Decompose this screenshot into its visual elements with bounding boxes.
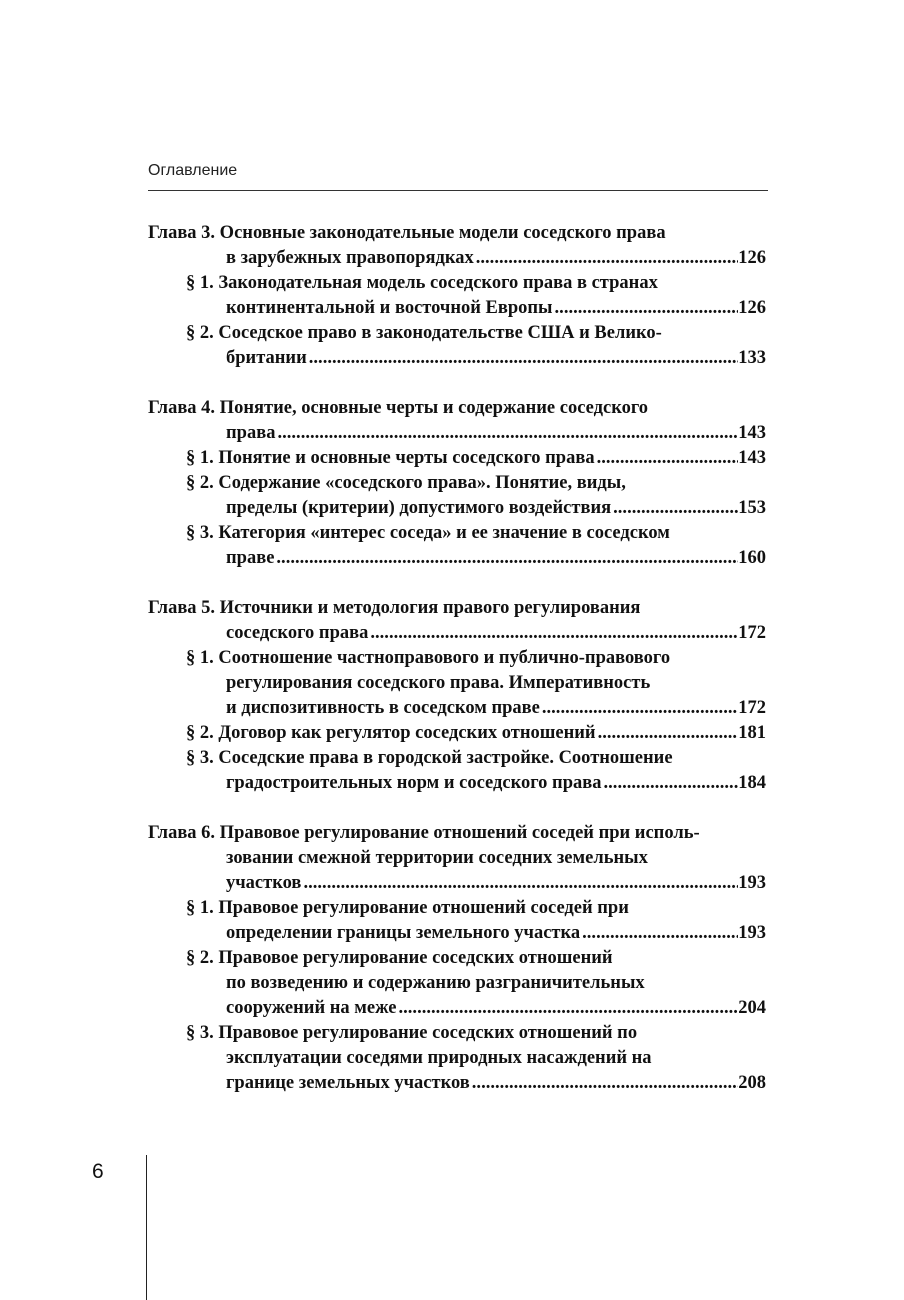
section-title-last: [148, 771, 766, 796]
chapter-title: Глава 6. Правовое регулирование отношений соседей при исполь-: [148, 823, 700, 843]
section-page-number: 184: [738, 773, 766, 793]
section-page-number: 143: [738, 448, 766, 468]
toc-chapter-6: [148, 821, 766, 1096]
dot-leader: [595, 446, 739, 471]
section-title: § 2. Соседское право в законодательстве США и Велико-: [186, 323, 662, 343]
section-title-text: сооружений на меже: [226, 998, 397, 1018]
section-title-text: пределы (критерии) допустимого воздействия: [226, 498, 612, 518]
toc-section: [148, 946, 766, 1021]
chapter-title-text: права: [226, 423, 276, 443]
section-title-last: [148, 996, 766, 1021]
toc-section: [148, 271, 766, 321]
section-page-number: 181: [738, 723, 766, 743]
section-page-number: 208: [738, 1073, 766, 1093]
toc-chapter-4: [148, 396, 766, 571]
section-page-number: 160: [738, 548, 766, 568]
section-page-number: 172: [738, 698, 766, 718]
section-title-last: [148, 346, 766, 371]
section-title: регулирования соседского права. Императивность: [226, 673, 651, 693]
toc-section: [148, 721, 766, 746]
chapter-title-text: участков: [226, 873, 302, 893]
dot-leader: [611, 496, 738, 521]
section-title-last: [148, 296, 766, 321]
toc-section: [148, 896, 766, 946]
section-title-text: праве: [226, 548, 275, 568]
section-title-text: и диспозитивность в соседском праве: [226, 698, 540, 718]
header-rule: [148, 190, 768, 191]
running-title: Оглавление: [148, 162, 238, 179]
page-number: 6: [92, 1160, 104, 1183]
section-title: § 1. Законодательная модель соседского права в странах: [186, 273, 658, 293]
toc-chapter-3: [148, 221, 766, 371]
chapter-page-number: 172: [738, 623, 766, 643]
toc-chapter-5: [148, 596, 766, 796]
toc-section: [148, 1021, 766, 1096]
toc-section: [148, 746, 766, 796]
chapter-page-number: 143: [738, 423, 766, 443]
toc-section: [148, 471, 766, 521]
section-page-number: 193: [738, 923, 766, 943]
table-of-contents: [148, 221, 766, 1121]
dot-leader: [474, 246, 739, 271]
dot-leader: [580, 921, 738, 946]
margin-rule: [146, 1155, 147, 1300]
chapter-title: Глава 5. Источники и методология правого регулирования: [148, 598, 641, 618]
section-title-last: [148, 696, 766, 721]
section-title-last: [148, 721, 766, 746]
dot-leader: [602, 771, 739, 796]
dot-leader: [540, 696, 738, 721]
section-title-last: [148, 921, 766, 946]
dot-leader: [368, 621, 738, 646]
section-title-text: градостроительных норм и соседского права: [226, 773, 602, 793]
section-title: § 2. Содержание «соседского права». Понятие, виды,: [186, 473, 626, 493]
section-title: § 1. Правовое регулирование отношений соседей при: [186, 898, 629, 918]
section-title-text: определении границы земельного участка: [226, 923, 581, 943]
chapter-title-text: в зарубежных правопорядках: [226, 248, 474, 268]
section-title: § 1. Соотношение частноправового и публично-правового: [186, 648, 671, 668]
dot-leader: [301, 871, 738, 896]
dot-leader: [275, 421, 738, 446]
dot-leader: [470, 1071, 738, 1096]
section-title-last: [148, 446, 766, 471]
section-title-text: § 1. Понятие и основные черты соседского права: [186, 448, 595, 468]
dot-leader: [307, 346, 739, 371]
section-title: § 2. Правовое регулирование соседских отношений: [186, 948, 613, 968]
section-title: § 3. Правовое регулирование соседских отношений по: [186, 1023, 638, 1043]
chapter-title-last: [148, 421, 766, 446]
section-page-number: 153: [738, 498, 766, 518]
chapter-title: Глава 4. Понятие, основные черты и содержание соседского: [148, 398, 649, 418]
section-title-text: § 2. Договор как регулятор соседских отношений: [186, 723, 596, 743]
toc-section: [148, 646, 766, 721]
section-title-text: континентальной и восточной Европы: [226, 298, 553, 318]
section-title-text: границе земельных участков: [226, 1073, 470, 1093]
chapter-page-number: 193: [738, 873, 766, 893]
chapter-title: Глава 3. Основные законодательные модели соседского права: [148, 223, 666, 243]
dot-leader: [274, 546, 738, 571]
section-title-last: [148, 546, 766, 571]
chapter-title: зовании смежной территории соседних земельных: [226, 848, 648, 868]
chapter-title-last: [148, 871, 766, 896]
section-page-number: 204: [738, 998, 766, 1018]
dot-leader: [396, 996, 738, 1021]
section-title: по возведению и содержанию разграничительных: [226, 973, 645, 993]
section-page-number: 126: [738, 298, 766, 318]
chapter-page-number: 126: [738, 248, 766, 268]
toc-section: [148, 446, 766, 471]
chapter-title-last: [148, 246, 766, 271]
section-page-number: 133: [738, 348, 766, 368]
chapter-title-last: [148, 621, 766, 646]
toc-section: [148, 521, 766, 571]
dot-leader: [596, 721, 739, 746]
chapter-title-text: соседского права: [226, 623, 369, 643]
section-title-text: британии: [226, 348, 307, 368]
section-title: § 3. Категория «интерес соседа» и ее значение в соседском: [186, 523, 670, 543]
section-title-last: [148, 496, 766, 521]
dot-leader: [553, 296, 739, 321]
section-title-last: [148, 1071, 766, 1096]
toc-section: [148, 321, 766, 371]
section-title: § 3. Соседские права в городской застройке. Соотношение: [186, 748, 673, 768]
section-title: эксплуатации соседями природных насаждений на: [226, 1048, 652, 1068]
